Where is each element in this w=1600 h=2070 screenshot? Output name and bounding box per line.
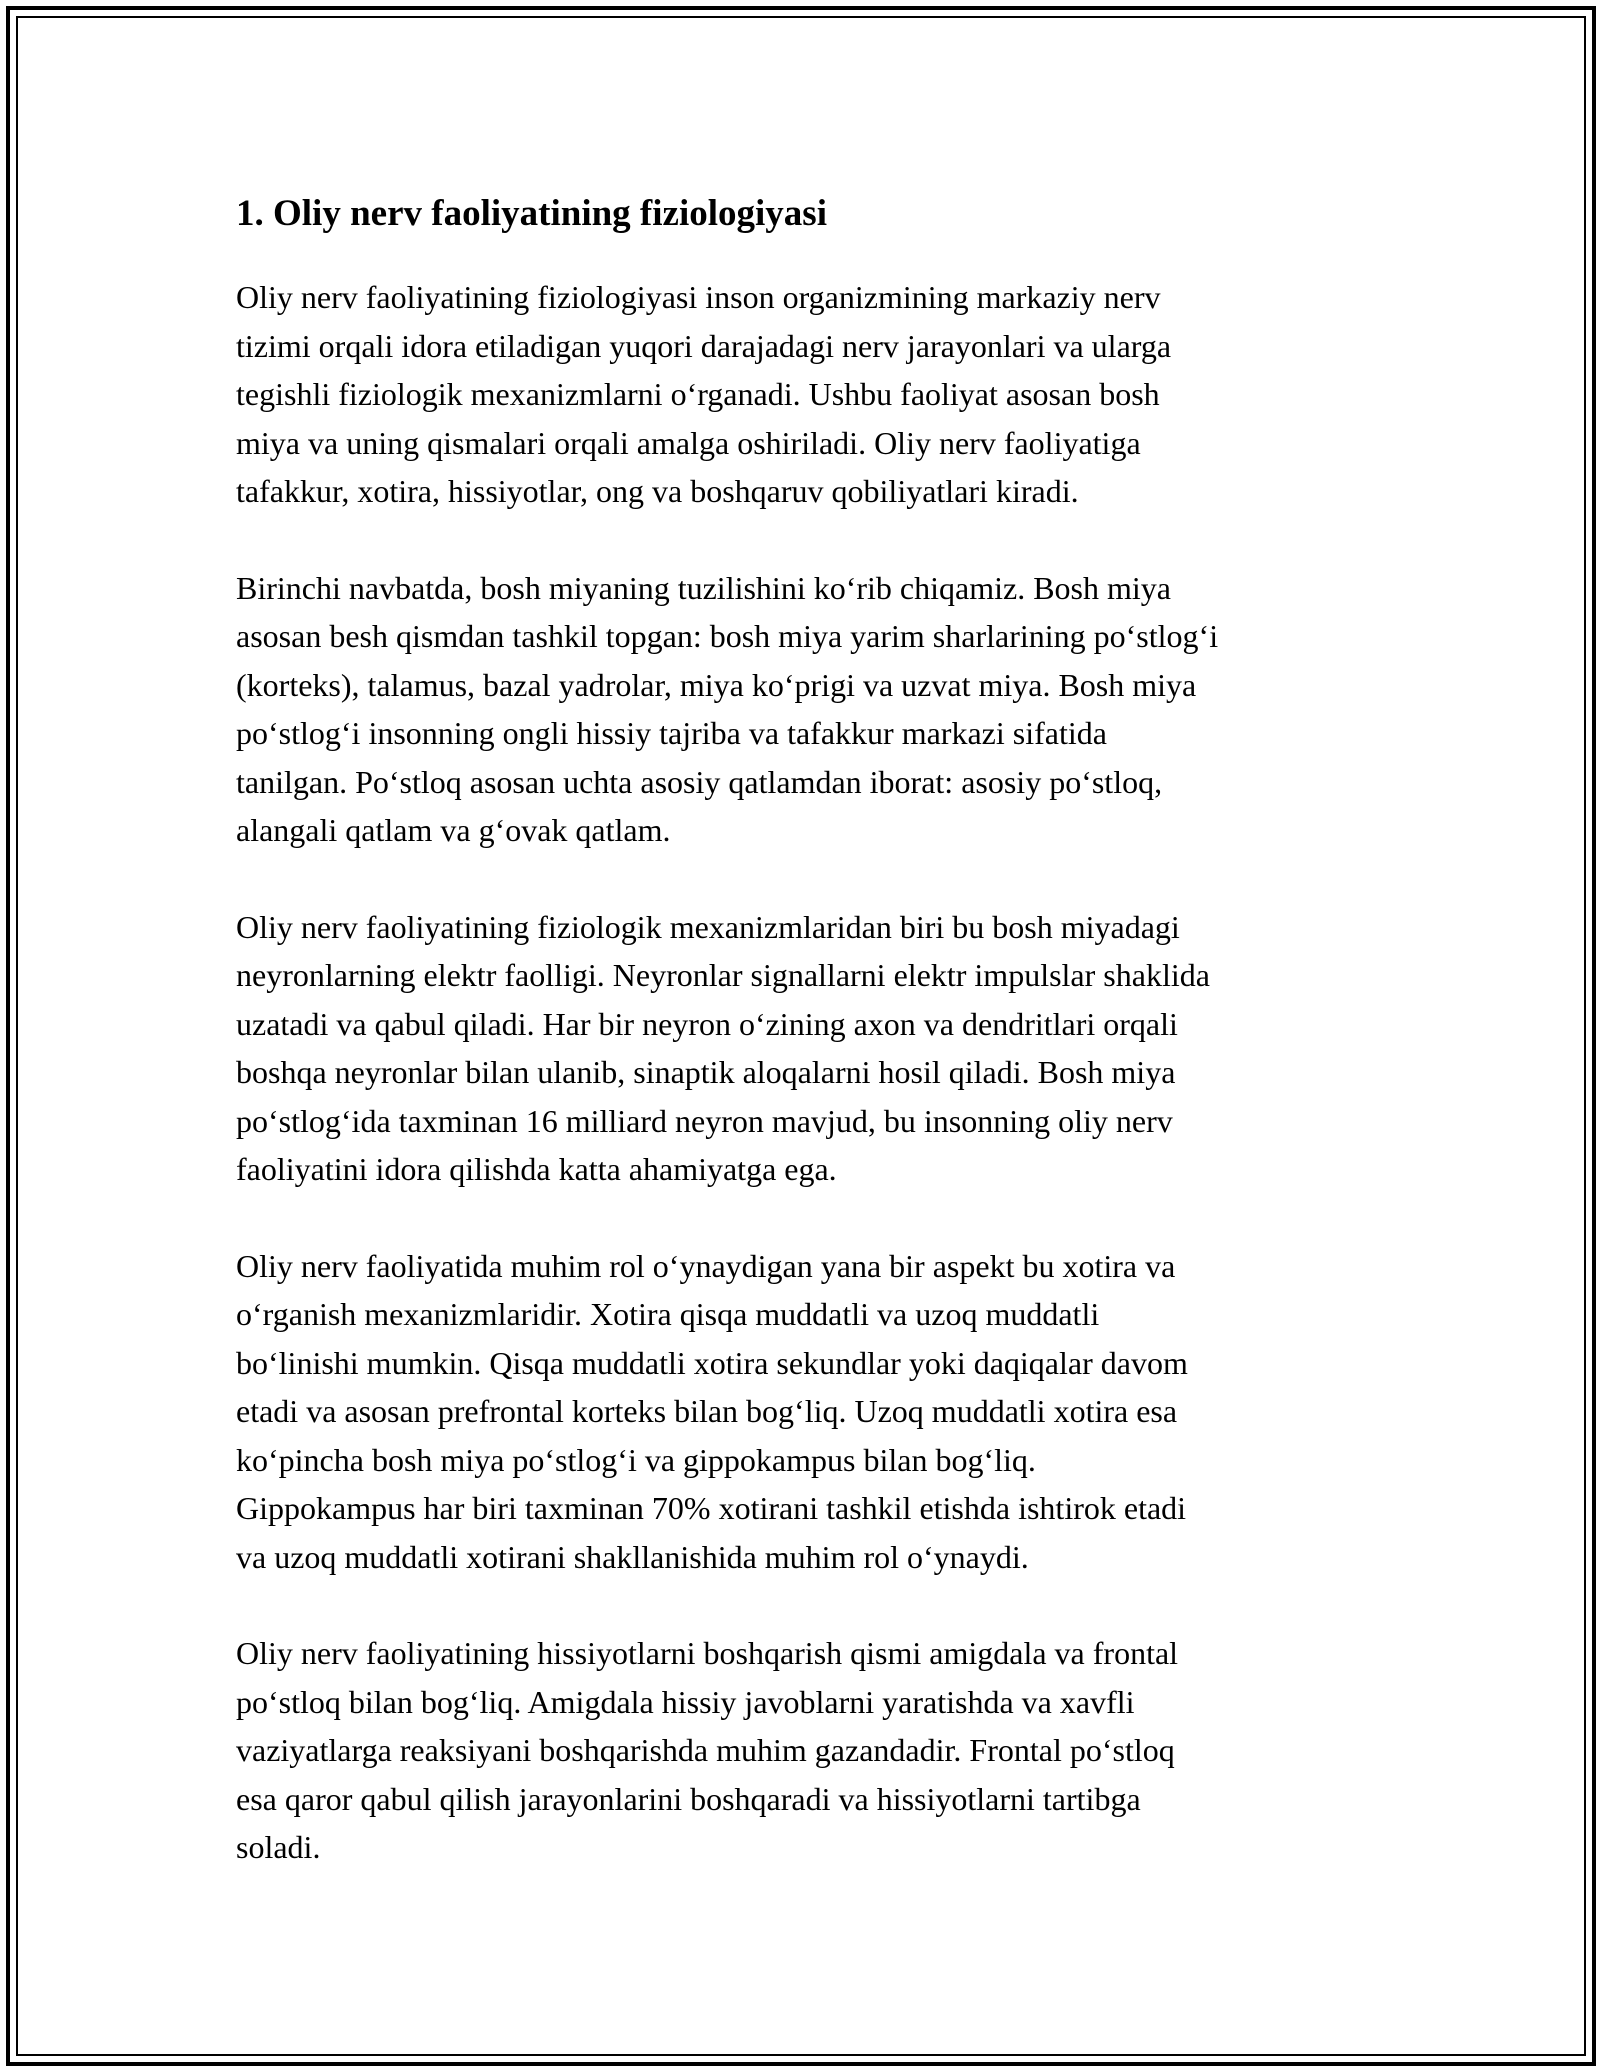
paragraph-brain-structure: Birinchi navbatda, bosh miyaning tuzilishini ko‘rib chiqamiz. Bosh miya asosan besh qismdan tashkil topgan: bosh miya yarim sharlarining po‘stlog‘i (korteks), talamus, bazal yadrolar, miya ko‘prigi va uzvat miya. Bosh miya po‘stlog‘i insonning ongli hissiy tajriba va tafakkur markazi sifatida tanilgan. Po‘stloq asosan uchta asosiy qatlamdan iborat: asosiy po‘stloq, alangali qatlam va g‘ovak qatlam.	[236, 569, 1219, 848]
paragraph-neurons: Oliy nerv faoliyatining fiziologik mexanizmlaridan biri bu bosh miyadagi neyronlarning elektr faolligi. Neyronlar signallarni elektr impulslar shaklida uzatadi va qabul qiladi. Har bir neyron o‘zining axon va dendritlari orqali boshqa neyronlar bilan ulanib, sinaptik aloqalarni hosil qiladi. Bosh miya po‘stlog‘ida taxminan 16 milliard neyron mavjud, bu insonning oliy nerv faoliyatini idora qilishda katta ahamiyatga ega.	[236, 908, 1210, 1187]
section-heading: 1. Oliy nerv faoliyatining fiziologiyasi	[236, 193, 827, 234]
document-body	[236, 185, 1376, 1920]
paragraph-memory: Oliy nerv faoliyatida muhim rol o‘ynaydigan yana bir aspekt bu xotira va o‘rganish mexanizmlaridir. Xotira qisqa muddatli va uzoq muddatli bo‘linishi mumkin. Qisqa muddatli xotira sekundlar yoki daqiqalar davom etadi va asosan prefrontal korteks bilan bog‘liq. Uzoq muddatli xotira esa ko‘pincha bosh miya po‘stlog‘i va gippokampus bilan bog‘liq. Gippokampus har biri taxminan 70% xotirani tashkil etishda ishtirok etadi va uzoq muddatli xotirani shakllanishida muhim rol o‘ynaydi.	[236, 1247, 1188, 1575]
paragraph-emotions: Oliy nerv faoliyatining hissiyotlarni boshqarish qismi amigdala va frontal po‘stloq bilan bog‘liq. Amigdala hissiy javoblarni yaratishda va xavfli vaziyatlarga reaksiyani boshqarishda muhim gazandadir. Frontal po‘stloq esa qaror qabul qilish jarayonlarini boshqaradi va hissiyotlarni tartibga soladi.	[236, 1635, 1179, 1865]
paragraph-intro: Oliy nerv faoliyatining fiziologiyasi inson organizmining markaziy nerv tizimi orqali idora etiladigan yuqori darajadagi nerv jarayonlari va ularga tegishli fiziologik mexanizmlarni o‘rganadi. Ushbu faoliyat asosan bosh miya va uning qismalari orqali amalga oshiriladi. Oliy nerv faoliyatiga tafakkur, xotira, hissiyotlar, ong va boshqaruv qobiliyatlari kiradi.	[236, 279, 1172, 509]
